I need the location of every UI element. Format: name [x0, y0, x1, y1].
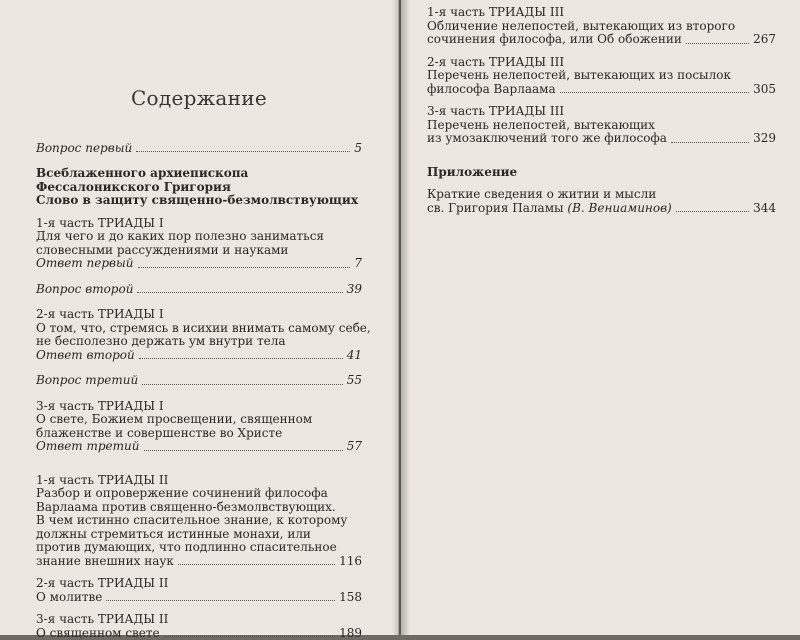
section-desc: Краткие сведения о житии и мысли [427, 188, 776, 202]
page-number: 305 [753, 83, 776, 97]
entry-label: Вопрос первый [36, 142, 132, 156]
section-heading: 3-я часть ТРИАДЫ II [36, 613, 362, 627]
section-heading: 1-я часть ТРИАДЫ I [36, 217, 362, 231]
leader-dots [671, 142, 749, 143]
toc-entry-part7[interactable] [427, 33, 776, 47]
entry-label-text: св. Григория Паламы [427, 201, 564, 215]
section-desc: Разбор и опровержение сочинений философа [36, 487, 362, 501]
toc-entry-part4[interactable] [36, 555, 362, 569]
section-desc: Перечень нелепостей, вытекающих из посылок [427, 69, 776, 83]
entry-label: О молитве [36, 591, 102, 605]
entry-label: Ответ первый [36, 257, 134, 271]
entry-label: Вопрос третий [36, 374, 138, 388]
appendix-heading: Приложение [427, 166, 776, 180]
leader-dots [164, 636, 335, 637]
section-desc: Обличение нелепостей, вытекающих из второго [427, 20, 776, 34]
section-heading: 2-я часть ТРИАДЫ III [427, 56, 776, 70]
author-line: Слово в защиту священно-безмолвствующих [36, 194, 362, 208]
book-gutter [392, 0, 410, 635]
page-number: 41 [347, 349, 362, 363]
entry-label: философа Варлаама [427, 83, 556, 97]
leader-dots [106, 600, 335, 601]
page-number: 267 [753, 33, 776, 47]
section-desc: В чем истинно спасительное знание, к которому [36, 514, 362, 528]
section-desc: Для чего и до каких пор полезно заниматься [36, 230, 362, 244]
page-number: 7 [354, 257, 362, 271]
author-line: Фессалоникского Григория [36, 181, 362, 195]
section-desc: Варлаама против священно-безмолвствующих. [36, 501, 362, 515]
section-heading: 1-я часть ТРИАДЫ III [427, 6, 776, 20]
toc-left [36, 92, 362, 640]
section-desc: против думающих, что подлинно спасительное [36, 541, 362, 555]
leader-dots [142, 384, 343, 385]
toc-entry-answer1[interactable] [36, 257, 362, 271]
entry-label: Вопрос второй [36, 283, 133, 297]
leader-dots [137, 292, 342, 293]
section-desc: О свете, Божием просвещении, священном [36, 413, 362, 427]
leader-dots [178, 564, 335, 565]
toc-entry-appendix[interactable] [427, 202, 776, 216]
entry-label: из умозаключений того же философа [427, 132, 667, 146]
toc-entry-q1[interactable] [36, 142, 362, 156]
section-desc: должны стремиться истинные монахи, или [36, 528, 362, 542]
leader-dots [686, 43, 749, 44]
section-heading: 2-я часть ТРИАДЫ I [36, 308, 362, 322]
entry-label: Ответ второй [36, 349, 135, 363]
section-desc: словесными рассуждениями и науками [36, 244, 362, 258]
leader-dots [144, 450, 343, 451]
page-number: 5 [354, 142, 362, 156]
section-desc: Перечень нелепостей, вытекающих [427, 119, 776, 133]
toc-entry-part8[interactable] [427, 83, 776, 97]
toc-entry-part6[interactable] [36, 627, 362, 640]
page-number: 55 [347, 374, 362, 388]
toc-right [427, 6, 776, 215]
section-desc: блаженстве и совершенстве во Христе [36, 427, 362, 441]
leader-dots [676, 211, 749, 212]
page-number: 39 [347, 283, 362, 297]
entry-author: (В. Вениаминов) [567, 201, 671, 215]
page-title: Содержание [36, 92, 362, 106]
toc-entry-answer2[interactable] [36, 349, 362, 363]
toc-entry-part5[interactable] [36, 591, 362, 605]
leader-dots [560, 92, 749, 93]
section-heading: 2-я часть ТРИАДЫ II [36, 577, 362, 591]
leader-dots [138, 267, 351, 268]
page-number: 158 [339, 591, 362, 605]
toc-entry-q3[interactable] [36, 374, 362, 388]
entry-label: Ответ третий [36, 440, 140, 454]
page-number: 329 [753, 132, 776, 146]
page-number: 116 [339, 555, 362, 569]
page-number: 189 [339, 627, 362, 640]
section-heading: 3-я часть ТРИАДЫ I [36, 400, 362, 414]
page-number: 344 [753, 202, 776, 216]
entry-label: сочинения философа, или Об обожении [427, 33, 682, 47]
author-line: Всеблаженного архиепископа [36, 167, 362, 181]
section-heading: 1-я часть ТРИАДЫ II [36, 474, 362, 488]
page-number: 57 [347, 440, 362, 454]
toc-entry-part9[interactable] [427, 132, 776, 146]
entry-label: знание внешних наук [36, 555, 174, 569]
section-heading: 3-я часть ТРИАДЫ III [427, 105, 776, 119]
leader-dots [139, 358, 343, 359]
entry-label [427, 202, 672, 216]
toc-entry-q2[interactable] [36, 283, 362, 297]
section-desc: О том, что, стремясь в исихии внимать самому себе, [36, 322, 362, 336]
leader-dots [136, 151, 350, 152]
right-page [401, 0, 800, 635]
left-page [0, 0, 399, 635]
section-desc: не бесполезно держать ум внутри тела [36, 335, 362, 349]
toc-entry-answer3[interactable] [36, 440, 362, 454]
entry-label: О священном свете [36, 627, 160, 640]
